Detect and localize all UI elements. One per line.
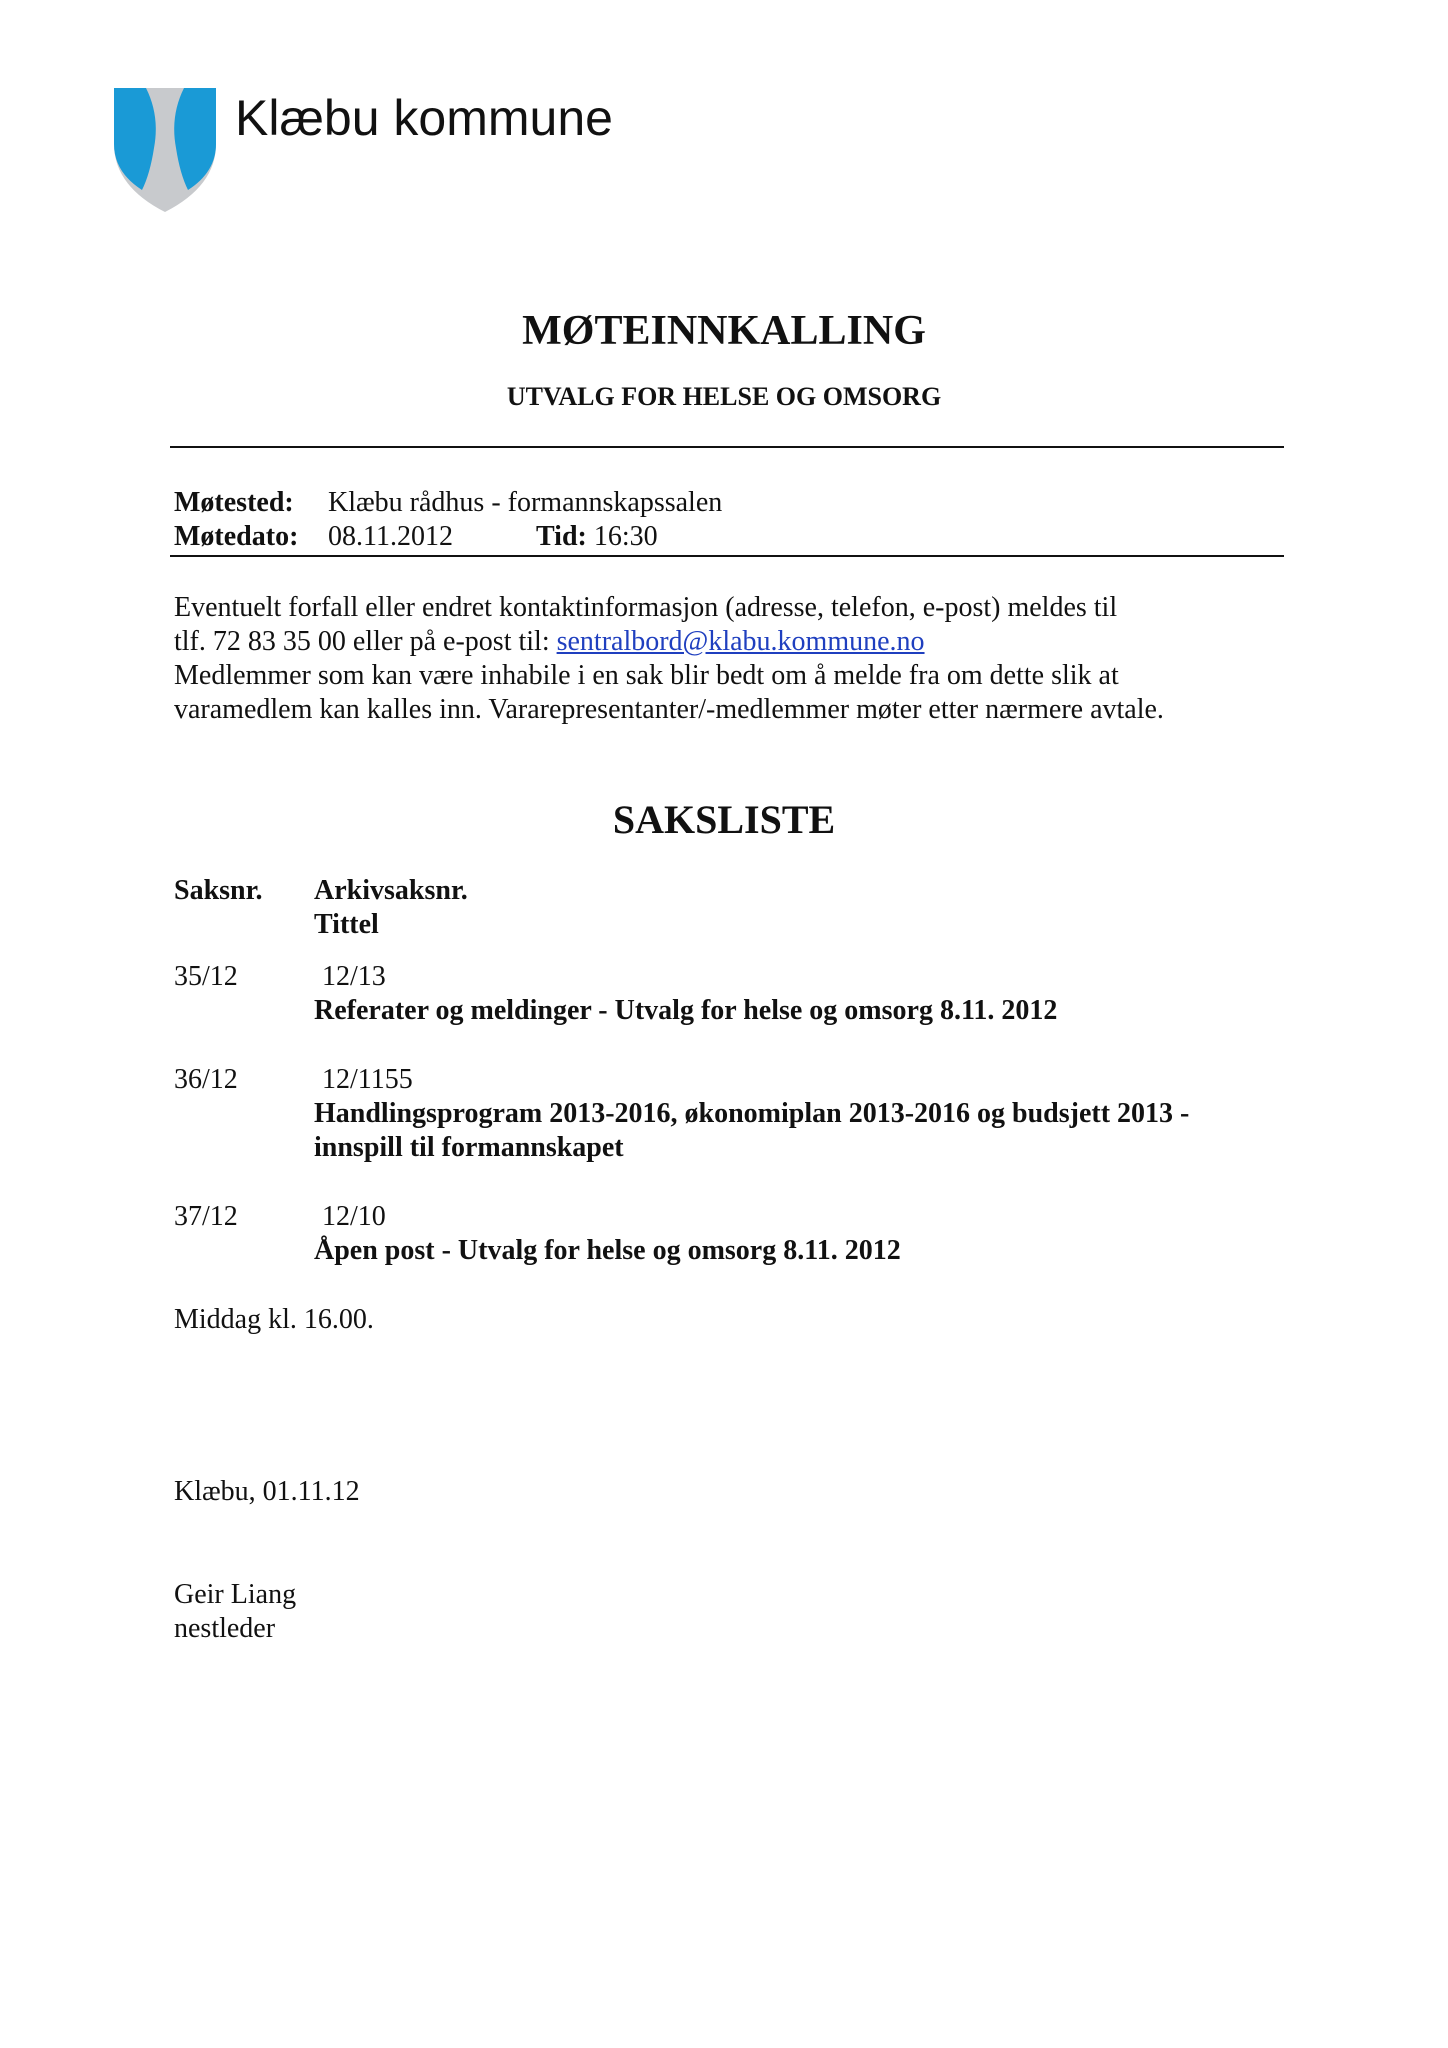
meeting-date-row	[174, 520, 658, 554]
notice-line: varamedlem kan kalles inn. Vararepresentanter/-medlemmer møter etter nærmere avtale.	[174, 694, 1164, 725]
notice-line	[174, 625, 1294, 659]
column-header-arkivsaksnr: Arkivsaksnr.	[314, 875, 468, 906]
agenda-item-saksnr: 36/12	[174, 1064, 238, 1095]
notice-paragraph	[174, 591, 1294, 727]
meeting-place-value: Klæbu rådhus - formannskapssalen	[328, 487, 723, 518]
meeting-time-value: 16:30	[593, 521, 658, 552]
signer-role: nestleder	[174, 1613, 276, 1644]
top-divider	[170, 446, 1284, 448]
municipal-coat-of-arms-logo	[112, 86, 218, 214]
bottom-divider	[170, 555, 1284, 557]
dinner-note: Middag kl. 16.00.	[174, 1304, 374, 1335]
notice-phone-text: tlf. 72 83 35 00 eller på e-post til:	[174, 626, 557, 657]
agenda-item-title: Åpen post - Utvalg for helse og omsorg 8.11. 2012	[314, 1235, 901, 1266]
agenda-heading: SAKSLISTE	[612, 797, 836, 842]
agenda-item-title-continued: innspill til formannskapet	[314, 1132, 624, 1163]
org-name: Klæbu kommune	[235, 90, 613, 146]
column-header-saksnr: Saksnr.	[174, 875, 263, 906]
notice-line: Medlemmer som kan være inhabile i en sak blir bedt om å melde fra om dette slik at	[174, 660, 1119, 691]
document-subtitle: UTVALG FOR HELSE OG OMSORG	[506, 382, 942, 411]
meeting-place-label: Møtested:	[174, 487, 294, 518]
document-title: MØTEINNKALLING	[522, 308, 926, 354]
agenda-item-saksnr: 37/12	[174, 1201, 238, 1232]
agenda-item-saksnr: 35/12	[174, 961, 238, 992]
email-link[interactable]: sentralbord@klabu.kommune.no	[556, 626, 925, 657]
agenda-item-arkivsaksnr: 12/10	[322, 1201, 386, 1232]
signer-name: Geir Liang	[174, 1579, 297, 1610]
agenda-item-arkivsaksnr: 12/13	[322, 961, 386, 992]
agenda-item-arkivsaksnr: 12/1155	[322, 1064, 413, 1095]
agenda-item-title: Handlingsprogram 2013-2016, økonomiplan 2013-2016 og budsjett 2013 -	[314, 1098, 1190, 1129]
meeting-time-label: Tid:	[536, 521, 587, 552]
place-and-date: Klæbu, 01.11.12	[174, 1476, 360, 1507]
agenda-item-title: Referater og meldinger - Utvalg for helse og omsorg 8.11. 2012	[314, 995, 1058, 1026]
column-header-tittel: Tittel	[314, 909, 379, 940]
notice-line: Eventuelt forfall eller endret kontaktinformasjon (adresse, telefon, e-post) meldes til	[174, 592, 1118, 623]
meeting-date-label: Møtedato:	[174, 521, 299, 552]
meeting-place-row	[174, 486, 722, 520]
meeting-date-value: 08.11.2012	[328, 521, 453, 552]
